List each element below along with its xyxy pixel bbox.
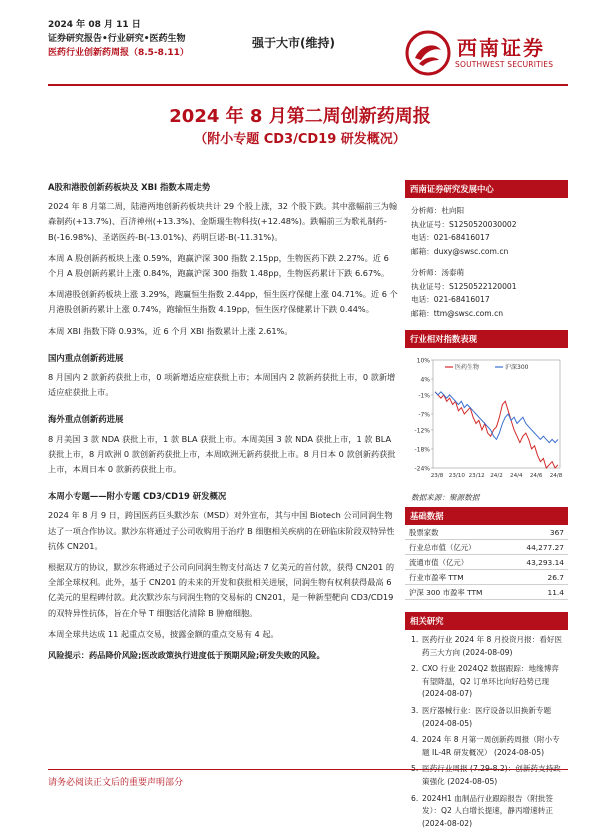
y-tick-label: -24% (414, 465, 430, 473)
legend-label: 沪深300 (505, 364, 529, 371)
x-tick-label: 24/4 (510, 473, 523, 479)
series-line-csi300 (435, 392, 558, 443)
paragraph: 本周 A 股创新药板块上涨 0.59%，跑赢沪深 300 指数 2.15pp，生物医药下跌 2.27%。近 6 个月 A 股创新药累计上涨 0.84%，跑赢沪深 300 指数 1.48pp，生物医药累计下跌 6.67%。 (48, 252, 390, 279)
row-value: 367 (549, 527, 564, 537)
x-tick-label: 24/8 (549, 473, 563, 479)
main-content (48, 180, 398, 669)
logo-english-name: SOUTHWEST SECURITIES (455, 60, 554, 69)
chart-source: 数据来源：聚源数据 (411, 493, 480, 502)
footer-divider (48, 769, 568, 770)
row-label: 股票家数 (409, 527, 439, 537)
analyst-card (411, 204, 564, 258)
paragraph: 本周全球共达成 11 起重点交易，披露金额的重点交易有 4 起。 (48, 628, 279, 639)
series-line-pharma (435, 392, 558, 468)
list-item[interactable]: 4. 2024 年 8 月第一周创新药周报（附小专题 IL-4R 研发概况） (2024-08-05) (411, 735, 560, 757)
chart-svg (405, 348, 568, 488)
legend-label: 医药生物 (455, 364, 480, 371)
table-row (405, 585, 568, 600)
x-tick-label: 23/10 (448, 473, 465, 479)
list-item[interactable]: 6. 2024H1 血制品行业跟踪报告（附批签发）：Q2 人白增长提速，静丙增速转正 (2024-08-02) (411, 793, 553, 828)
list-item[interactable]: 策强化 (2024-08-05) (422, 776, 498, 786)
related-research-list (405, 630, 568, 830)
table-row (405, 540, 568, 555)
related-research-header: 相关研究 (405, 612, 568, 630)
risk-warning: 风险提示：药品降价风险;医改政策执行进度低于预期风险;研发失败的风险。 (48, 650, 325, 661)
logo-chinese-name: 西南证券 (457, 36, 545, 60)
y-tick-label: -7% (418, 411, 430, 419)
y-tick-label: -12% (414, 427, 430, 435)
table-row (405, 570, 568, 585)
analyst-license: 执业证号：S1250522120001 (411, 281, 517, 291)
analyst-email[interactable]: 邮箱：ttm@swsc.com.cn (411, 308, 504, 318)
basic-data-table (405, 525, 568, 600)
row-label: 沪深 300 市盈率 TTM (409, 587, 483, 597)
relative-index-chart (405, 348, 568, 488)
row-label: 行业总市值（亿元） (409, 542, 476, 552)
report-series: 医药行业创新药周报（8.5-8.11） (48, 48, 189, 58)
company-logo (405, 30, 565, 78)
paragraph: 2024 年 8 月第二周，陆港两地创新药板块共计 29 个股上涨，32 个股下跌。其中涨幅前三为翰森制药(+13.7%)、百济神州(+13.3%)、金斯瑞生物科技(+12.48%)。跌幅前三为歌礼制药-B(-16.98%)、圣诺医药-B(-13.01%)、药明巨诺-B(-11.31%)。 (48, 201, 398, 242)
chart-frame (433, 360, 560, 468)
y-tick-label: -18% (414, 446, 430, 454)
analyst-license: 执业证号：S1250520030002 (411, 219, 517, 229)
analyst-name: 分析师：汤泰萌 (411, 268, 465, 277)
table-row (405, 525, 568, 540)
section-heading: 国内重点创新药进展 (48, 352, 124, 363)
paragraph: 根据双方的协议，默沙东将通过子公司向同润生物支付高达 7 亿美元的首付款，获得 CN201 的全部全球权利。此外，基于 CN201 的未来的开发和获批相关进展，同润生物有权利获得最高 6 亿美元的里程碑付款。此次默沙东与同润生物的交易标的 CN201，是一种新型靶向 CD3/CD19 的双特异性抗体，旨在介导 T 细胞活化清除 B 肿瘤细胞。 (48, 562, 395, 618)
x-tick-label: 24/2 (490, 473, 503, 479)
chart-section-header: 行业相对指数表现 (405, 330, 568, 348)
list-item[interactable]: 3. 医疗器械行业：医疗设备以旧换新专题 (2024-08-05) (411, 705, 552, 728)
paragraph: 8 月美国 3 款 NDA 获批上市，1 款 BLA 获批上市。本周美国 3 款 NDA 获批上市，1 款 BLA 获批上市，8 月欧洲 0 款创新药获批上市，本周欧洲无新药获批上市。8 月日本 0 款创新药获批上市，本周日本 0 款新药获批上市。 (48, 433, 396, 475)
analyst-section-header: 西南证券研究发展中心 (405, 180, 568, 198)
page-subtitle: （附小专题 CD3/CD19 研发概况） (194, 132, 406, 147)
analyst-list (405, 198, 568, 330)
row-value: 44,277.27 (526, 542, 564, 552)
sidebar (405, 180, 568, 834)
header-divider (48, 84, 568, 86)
section-heading: 本周小专题——附小专题 CD3/CD19 研发概况 (48, 491, 227, 502)
paragraph: 2024 年 8 月 9 日，跨国医药巨头默沙东（MSD）对外宣布，其与中国 Biotech 公司同润生物达了一项合作协议。默沙东将通过子公司收购用于治疗 B 细胞相关疾病的在研临床阶段双特异性抗体 CN201。 (48, 510, 395, 551)
list-item[interactable]: 1. 医药行业 2024 年 8 月投资月报：看好医药三大方向 (2024-08-09) (411, 635, 563, 657)
analyst-phone: 电话：021-68416017 (411, 233, 490, 242)
basic-data-header: 基础数据 (405, 507, 568, 525)
analyst-card (411, 266, 564, 320)
analyst-phone: 电话：021-68416017 (411, 295, 490, 304)
paragraph: 8 月国内 2 款新药获批上市，0 项新增适应症获批上市；本周国内 2 款新药获批上市，0 款新增适应症获批上市。 (48, 372, 396, 398)
analyst-email[interactable]: 邮箱：duxy@swsc.com.cn (411, 246, 509, 256)
row-value: 11.4 (547, 587, 564, 597)
table-row (405, 555, 568, 570)
x-tick-label: 23/12 (468, 473, 485, 479)
footer-disclaimer: 请务必阅读正文后的重要声明部分 (48, 778, 184, 788)
row-label: 流通市值（亿元） (409, 557, 469, 567)
x-tick-label: 24/6 (529, 473, 543, 479)
section-heading: 海外重点创新药进展 (48, 414, 124, 425)
report-category: 证券研究报告•行业研究•医药生物 (48, 34, 186, 44)
row-value: 43,293.14 (526, 557, 564, 567)
report-date: 2024 年 08 月 11 日 (48, 20, 141, 30)
x-tick-label: 23/8 (430, 473, 444, 479)
section-heading: A股和港股创新药板块及 XBI 指数本周走势 (48, 182, 211, 192)
row-value: 26.7 (547, 572, 564, 582)
y-tick-label: -1% (418, 392, 430, 400)
y-tick-label: 4% (420, 376, 430, 384)
paragraph: 本周 XBI 指数下降 0.93%，近 6 个月 XBI 指数累计上涨 2.61%。 (48, 325, 293, 336)
paragraph: 本周港股创新药板块上涨 3.29%，跑赢恒生指数 2.44pp，恒生医疗保健上涨 04.71%。近 6 个月港股创新药累计上涨 0.74%，跑输恒生指数 4.19pp，恒生医疗保健累计下跌 0.44%。 (48, 289, 398, 315)
row-label: 行业市盈率 TTM (409, 572, 464, 582)
page-title: 2024 年 8 月第二周创新药周报 (169, 106, 431, 127)
analyst-name: 分析师：杜向阳 (411, 206, 465, 215)
report-header (48, 18, 189, 60)
list-item[interactable]: 2. CXO 行业 2024Q2 数据跟踪：地缘博弈有望降温，Q2 订单环比向好趋势已现 (2024-08-07) (411, 664, 559, 699)
rating-label: 强于大市(维持) (252, 36, 335, 50)
logo-emblem-icon (405, 30, 451, 76)
y-tick-label: 10% (416, 357, 430, 365)
